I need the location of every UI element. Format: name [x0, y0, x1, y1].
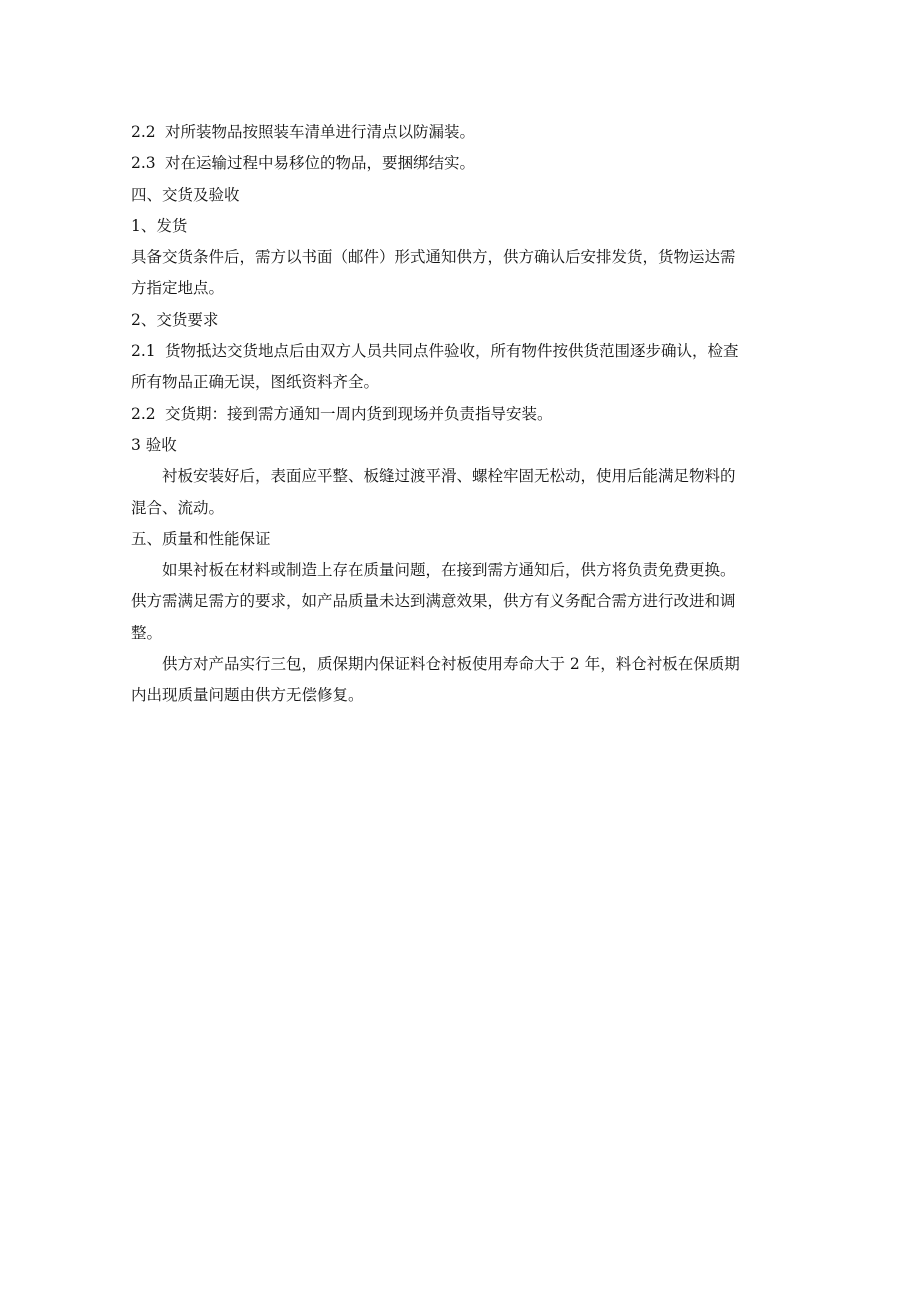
clause-text: 货物抵达交货地点后由双方人员共同点件验收，所有物件按供货范围逐步确认，检查	[165, 342, 739, 361]
section-heading-quality: 五、质量和性能保证	[131, 529, 271, 548]
document-body	[131, 117, 811, 712]
clause-number: 2.3	[131, 154, 156, 173]
clause-2-1-inspection	[131, 336, 811, 367]
paragraph-line: 供方对产品实行三包，质保期内保证料仓衬板使用寿命大于 2 年，料仓衬板在保质期	[162, 655, 740, 674]
paragraph-line: 整。	[131, 623, 163, 642]
clause-2-3-securing	[131, 148, 811, 179]
paragraph-line: 方指定地点。	[131, 279, 225, 298]
paragraph-line: 供方需满足需方的要求，如产品质量未达到满意效果，供方有义务配合需方进行改进和调	[131, 592, 736, 611]
clause-number: 2.1	[131, 342, 156, 361]
paragraph-line: 混合、流动。	[131, 498, 225, 517]
paragraph-line: 衬板安装好后，表面应平整、板缝过渡平滑、螺栓牢固无松动，使用后能满足物料的	[162, 467, 736, 486]
paragraph-line: 内出现质量问题由供方无偿修复。	[131, 686, 364, 705]
clause-text: 对所装物品按照装车清单进行清点以防漏装。	[165, 123, 476, 141]
paragraph-line: 如果衬板在材料或制造上存在质量问题，在接到需方通知后，供方将负责免费更换。	[162, 561, 736, 580]
subheading-shipping: 1、发货	[131, 216, 188, 235]
paragraph-line: 具备交货条件后，需方以书面（邮件）形式通知供方，供方确认后安排发货，货物运达需	[131, 248, 736, 267]
clause-number: 2.2	[131, 123, 156, 141]
clause-2-2-delivery-period	[131, 399, 811, 430]
clause-2-2-packing	[131, 117, 811, 148]
clause-text: 交货期：接到需方通知一周内货到现场并负责指导安装。	[165, 404, 553, 423]
subheading-acceptance: 3 验收	[131, 435, 177, 454]
clause-number: 2.2	[131, 404, 156, 423]
section-heading-delivery: 四、交货及验收	[131, 185, 240, 204]
clause-text: 对在运输过程中易移位的物品，要捆绑结实。	[165, 154, 476, 173]
paragraph-line: 所有物品正确无误，图纸资料齐全。	[131, 373, 380, 392]
subheading-delivery-requirements: 2、交货要求	[131, 310, 219, 329]
